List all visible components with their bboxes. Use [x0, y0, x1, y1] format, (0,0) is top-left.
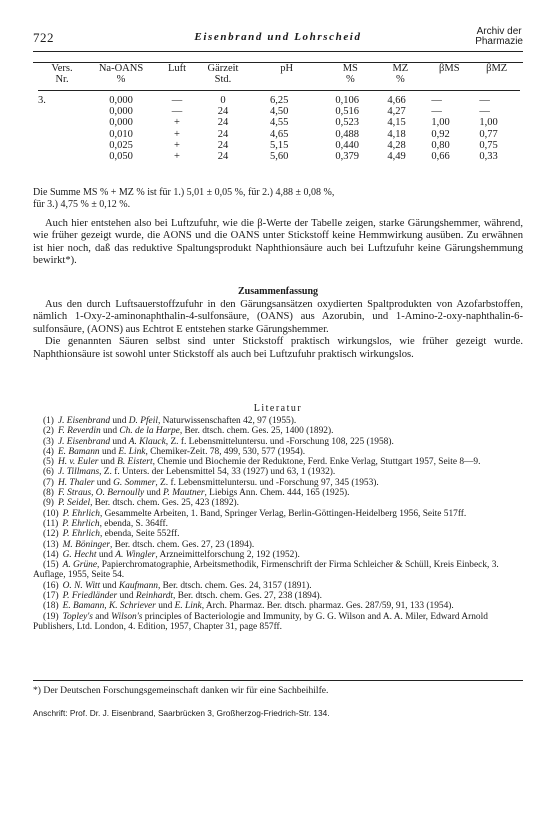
- table-row: [38, 106, 520, 117]
- reference-number: (18): [43, 601, 59, 612]
- reference-author: Reinhardt: [135, 591, 174, 602]
- reference-number: (10): [43, 508, 59, 519]
- reference-number: (12): [43, 529, 59, 540]
- table-row: [38, 151, 520, 162]
- reference-author: P. Friedländer: [62, 591, 118, 602]
- footnote-rule: [33, 680, 523, 681]
- col-header: Na-OANS: [98, 63, 144, 74]
- summary-text: [33, 299, 523, 361]
- reference-source: , Ber. dtsch. chem. Ges. 25, 1400 (1892).: [179, 426, 334, 437]
- reference-author: Ch. de la Harpe: [119, 426, 180, 437]
- table-cell: 0,106: [335, 95, 359, 106]
- summary-paragraph-2: Die genannten Säuren selbst sind unter Stickstoff praktisch wirkungslos, wie früher gezeigt wurde. Naphthionsäure ist sowohl unter Stickstoff als auch bei Luftzufuhr praktisch wirkungslos.: [33, 336, 523, 360]
- reference-joiner: und: [110, 436, 129, 447]
- reference-author: E. Bamann, K. Schriever: [62, 601, 156, 612]
- reference-joiner: und: [144, 488, 163, 499]
- reference-item: [33, 457, 523, 467]
- sum-note-line1: Die Summe MS % + MZ % ist für 1.) 5,01 ± 0,05 %, für 2.) 4,88 ± 0,08 %,: [33, 187, 335, 198]
- reference-author: A. Klauck: [128, 436, 166, 447]
- running-title: Eisenbrand und Lohrscheid: [194, 31, 362, 43]
- reference-source: , Chemie und Biochemie der Reduktone, Ferd. Enke Verlag, Stuttgart 1957, Seite 8—9.: [152, 457, 481, 468]
- table-cell: —: [431, 95, 442, 106]
- summary-paragraph-1: Aus den durch Luftsauerstoffzufuhr in den Gärungsansätzen oxydierten Spaltprodukten von Azofarbstoffen, nämlich 1-Oxy-2-aminonaphthalin-4-sulfonsäure, (OANS) aus Azorubin, und 1-Amino-2-oxy-naphthalin-6-sulfonsäure, (AONS) aus Echtrot E entstehen starke Gärungshemmer.: [33, 299, 523, 335]
- col-header: βMZ: [486, 63, 508, 74]
- journal-name: [475, 27, 523, 46]
- table-cell: —: [479, 106, 490, 118]
- reference-list: [33, 416, 523, 632]
- table-cell: —: [479, 95, 490, 106]
- reference-item: [33, 612, 523, 633]
- reference-author: O. N. Witt: [62, 580, 101, 591]
- reference-joiner: und: [94, 477, 114, 488]
- sum-note-line2: für 3.) 4,75 % ± 0,12 %.: [33, 198, 131, 210]
- reference-author: P. Ehrlich: [62, 529, 100, 540]
- author-address: Anschrift: Prof. Dr. J. Eisenbrand, Saarbrücken 3, Großherzog-Friedrich-Str. 134.: [33, 708, 330, 718]
- reference-author: D. Pfeil: [128, 416, 158, 426]
- table-cell: —: [431, 106, 442, 118]
- table-cell: 24: [217, 139, 229, 151]
- reference-item: [33, 540, 523, 550]
- table-cell: 4,66: [387, 95, 406, 106]
- reference-source: , Ber. dtsch. chem. Ges. 27, 23 (1894).: [110, 539, 255, 550]
- reference-author: F. Straus, O. Bernoully: [57, 488, 145, 499]
- table-cell: 0,80: [431, 139, 450, 151]
- table-cell: [38, 140, 86, 151]
- reference-number: (3): [43, 436, 54, 447]
- table-cell: 3.: [38, 95, 46, 106]
- reference-author: P. Ehrlich: [62, 518, 100, 529]
- reference-source: , Liebigs Ann. Chem. 444, 165 (1925).: [204, 488, 350, 499]
- reference-number: (17): [43, 591, 59, 602]
- journal-name-line1: Archiv der: [476, 26, 522, 37]
- reference-item: [33, 550, 523, 560]
- reference-source: , Gesammelte Arbeiten, 1. Band, Springer Verlag, Berlin-Göttingen-Heidelberg 1956, Seite 517ff.: [99, 508, 467, 519]
- table-cell: 0,025: [109, 139, 133, 151]
- table-cell: 4,65: [270, 128, 289, 140]
- reference-source: , ebenda, Seite 552ff.: [99, 529, 180, 540]
- reference-item: [33, 478, 523, 488]
- reference-author: M. Böninger: [62, 539, 111, 550]
- table-cell: 4,27: [387, 106, 406, 118]
- summary-heading: Zusammenfassung: [237, 286, 319, 297]
- reference-number: (16): [43, 580, 59, 591]
- reference-number: (2): [43, 426, 54, 437]
- col-header: βMS: [439, 63, 460, 74]
- page-number: 722: [33, 30, 54, 45]
- reference-number: (9): [43, 498, 54, 509]
- table-cell: 0,000: [109, 117, 133, 129]
- reference-author: J. Eisenbrand: [57, 416, 111, 426]
- reference-author: P. Seidel: [57, 498, 91, 509]
- reference-number: (6): [43, 467, 54, 478]
- reference-number: (7): [43, 477, 54, 488]
- col-subheader: %: [116, 73, 126, 85]
- reference-source: , Ber. dtsch. chem. Ges. 27, 238 (1894).: [173, 591, 322, 602]
- reference-item: [33, 509, 523, 519]
- reference-item: [33, 591, 523, 601]
- col-subheader: Std.: [214, 73, 232, 85]
- reference-joiner: und: [98, 457, 118, 468]
- reference-author: H. v. Euler: [57, 457, 99, 468]
- reference-joiner: und: [155, 601, 175, 612]
- table-cell: 0: [220, 95, 226, 106]
- table-row: [38, 117, 520, 128]
- journal-name-line2: Pharmazie: [475, 35, 523, 47]
- table-cell: 4,18: [387, 128, 406, 140]
- table-cell: 0,488: [335, 128, 359, 140]
- footnote: *) Der Deutschen Forschungsgemeinschaft danken wir für eine Sachbeihilfe.: [33, 685, 329, 696]
- reference-item: [33, 416, 523, 426]
- table-cell: —: [171, 106, 183, 118]
- reference-joiner: and: [92, 611, 112, 622]
- col-subheader: [156, 75, 198, 86]
- table-row: [38, 129, 520, 140]
- reference-author: Wilson's: [111, 611, 143, 622]
- reference-item: [33, 426, 523, 436]
- reference-source: , Z. f. Lebensmitteluntersu. und -Forschung 108, 225 (1958).: [165, 436, 394, 447]
- table-cell: [38, 117, 86, 128]
- table-cell: 24: [217, 106, 229, 118]
- reference-source: , Naturwissenschaften 42, 97 (1955).: [157, 416, 297, 426]
- reference-number: (14): [43, 549, 59, 560]
- table-cell: 0,000: [109, 95, 133, 106]
- reference-source: , Z. f. Unters. der Lebensmittel 54, 33 (1927) und 63, 1 (1932).: [99, 467, 336, 478]
- reference-author: P. Ehrlich: [62, 508, 100, 519]
- reference-author: J. Eisenbrand: [57, 436, 111, 447]
- table-cell: 5,15: [270, 139, 289, 151]
- table-cell: 0,379: [335, 151, 359, 163]
- reference-author: Kaufmann: [118, 580, 158, 591]
- table-cell: 0,010: [109, 128, 133, 140]
- table-cell: [38, 106, 86, 117]
- reference-number: (8): [43, 488, 54, 499]
- table-cell: [38, 151, 86, 162]
- table-header: [38, 64, 520, 95]
- col-subheader: %: [345, 73, 355, 85]
- reference-source: , Ber. dtsch. chem. Ges. 25, 423 (1892).: [90, 498, 239, 509]
- reference-number: (13): [43, 539, 59, 550]
- reference-author: E. Link: [118, 446, 146, 457]
- col-header: Luft: [167, 63, 187, 74]
- table-cell: 24: [217, 151, 229, 163]
- reference-author: A. Wingler: [115, 549, 156, 560]
- table-cell: 0,050: [109, 151, 133, 163]
- table-cell: [38, 129, 86, 140]
- reference-joiner: und: [96, 549, 116, 560]
- table-cell: 24: [217, 117, 229, 129]
- table-cell: 1,00: [431, 117, 450, 129]
- table-cell: 4,55: [270, 117, 289, 129]
- running-header: [33, 27, 523, 49]
- col-header: pH: [280, 63, 294, 74]
- table-row: [38, 140, 520, 151]
- reference-author: F. Reverdin: [57, 426, 101, 437]
- col-header: MZ: [392, 63, 409, 74]
- body-paragraph: [33, 218, 523, 268]
- reference-number: (11): [43, 518, 59, 529]
- table-cell: 0,440: [335, 139, 359, 151]
- table-cell: 4,28: [387, 139, 406, 151]
- reference-item: [33, 467, 523, 477]
- table-cell: 5,60: [270, 151, 289, 163]
- reference-number: (19): [43, 611, 59, 622]
- table-cell: 4,49: [387, 151, 406, 163]
- reference-source: principles of Bacteriologie and Immunity, by G. G. Wilson and A. A. Miler, Edward Arnold Publishers, Ltd. London, 4. Edition, 1957, Chapter 31, page 857ff.: [33, 611, 488, 632]
- table-cell: +: [174, 117, 180, 129]
- reference-joiner: und: [99, 446, 119, 457]
- table-cell: +: [174, 151, 180, 163]
- reference-item: [33, 447, 523, 457]
- reference-source: , ebenda, S. 364ff.: [99, 518, 168, 529]
- col-header: Vers.: [51, 63, 73, 74]
- reference-author: G. Hecht: [62, 549, 97, 560]
- reference-source: , Arch. Pharmaz. Ber. dtsch. pharmaz. Ges. 287/59, 91, 133 (1954).: [201, 601, 454, 612]
- col-subheader: Nr.: [55, 73, 69, 85]
- table-cell: 0,75: [479, 139, 498, 151]
- reference-joiner: und: [117, 591, 136, 602]
- reference-item: [33, 581, 523, 591]
- reference-source: , Papierchromatographie, Arbeitsmethodik, Firmenschrift der Firma Schleicher & Schüll, Kreis Einbeck, 3. Auflage, 1955, Seite 54.: [33, 560, 499, 581]
- reference-author: H. Thaler: [57, 477, 95, 488]
- table-cell: 6,25: [270, 95, 289, 106]
- reference-joiner: und: [100, 426, 120, 437]
- table-row: [38, 95, 520, 106]
- col-subheader: %: [395, 73, 405, 85]
- table-cell: 0,77: [479, 128, 498, 140]
- table-cell: 0,66: [431, 151, 450, 163]
- reference-author: P. Mautner: [162, 488, 205, 499]
- reference-number: (15): [43, 560, 59, 571]
- col-header: MS: [342, 63, 358, 74]
- reference-item: [33, 437, 523, 447]
- reference-number: (4): [43, 446, 54, 457]
- table-cell: 4,50: [270, 106, 289, 118]
- reference-item: [33, 498, 523, 508]
- table-cell: +: [174, 128, 180, 140]
- reference-source: , Z. f. Lebensmitteluntersu. und -Forschung 97, 345 (1953).: [155, 477, 379, 488]
- literature-heading: Literatur: [253, 403, 303, 414]
- table-cell: 0,000: [109, 106, 133, 118]
- table-cell: 0,33: [479, 151, 498, 163]
- table-cell: —: [171, 95, 183, 106]
- reference-item: [33, 529, 523, 539]
- reference-number: (5): [43, 457, 54, 468]
- reference-source: , Ber. dtsch. chem. Ges. 24, 3157 (1891).: [157, 580, 312, 591]
- body-paragraph-text: Auch hier entstehen also bei Luftzufuhr, wie die β-Werte der Tabelle zeigen, starke Gärungshemmer, während, wie früher gezeigt wurde, die AONS und die OANS unter Stickstoff keine Hemmwirkung ausüben. Zu erwähnen ist hier noch, daß das reduktive Spaltungsprodukt Naphthionsäure auch bei Luftzufuhr keine Gärungshemmung bewirkt*).: [33, 218, 523, 267]
- table-cell: 1,00: [479, 117, 498, 129]
- data-table: [38, 64, 520, 162]
- table-cell: 0,92: [431, 128, 450, 140]
- reference-joiner: und: [110, 416, 129, 426]
- reference-author: G. Sommer: [113, 477, 156, 488]
- reference-source: , Arzneimittelforschung 2, 192 (1952).: [155, 549, 300, 560]
- reference-source: , Chemiker-Zeit. 78, 499, 530, 577 (1954).: [145, 446, 306, 457]
- table-cell: 0,523: [335, 117, 359, 129]
- table-cell: 24: [217, 128, 229, 140]
- reference-item: [33, 601, 523, 611]
- reference-item: [33, 519, 523, 529]
- table-cell: 0,516: [335, 106, 359, 118]
- table-cell: 4,15: [387, 117, 406, 129]
- reference-joiner: und: [100, 580, 119, 591]
- reference-author: B. Eistert: [117, 457, 153, 468]
- reference-author: Topley's: [62, 611, 93, 622]
- sum-note: [33, 187, 523, 210]
- col-header: Gärzeit: [207, 63, 239, 74]
- reference-author: E. Bamann: [57, 446, 100, 457]
- reference-item: [33, 560, 523, 581]
- reference-item: [33, 488, 523, 498]
- reference-author: E. Link: [174, 601, 202, 612]
- reference-author: A. Grüne: [62, 560, 97, 571]
- table-body: [38, 95, 520, 162]
- reference-number: (1): [43, 416, 54, 426]
- header-rule: [33, 51, 523, 52]
- reference-author: J. Tillmans: [57, 467, 100, 478]
- table-cell: +: [174, 139, 180, 151]
